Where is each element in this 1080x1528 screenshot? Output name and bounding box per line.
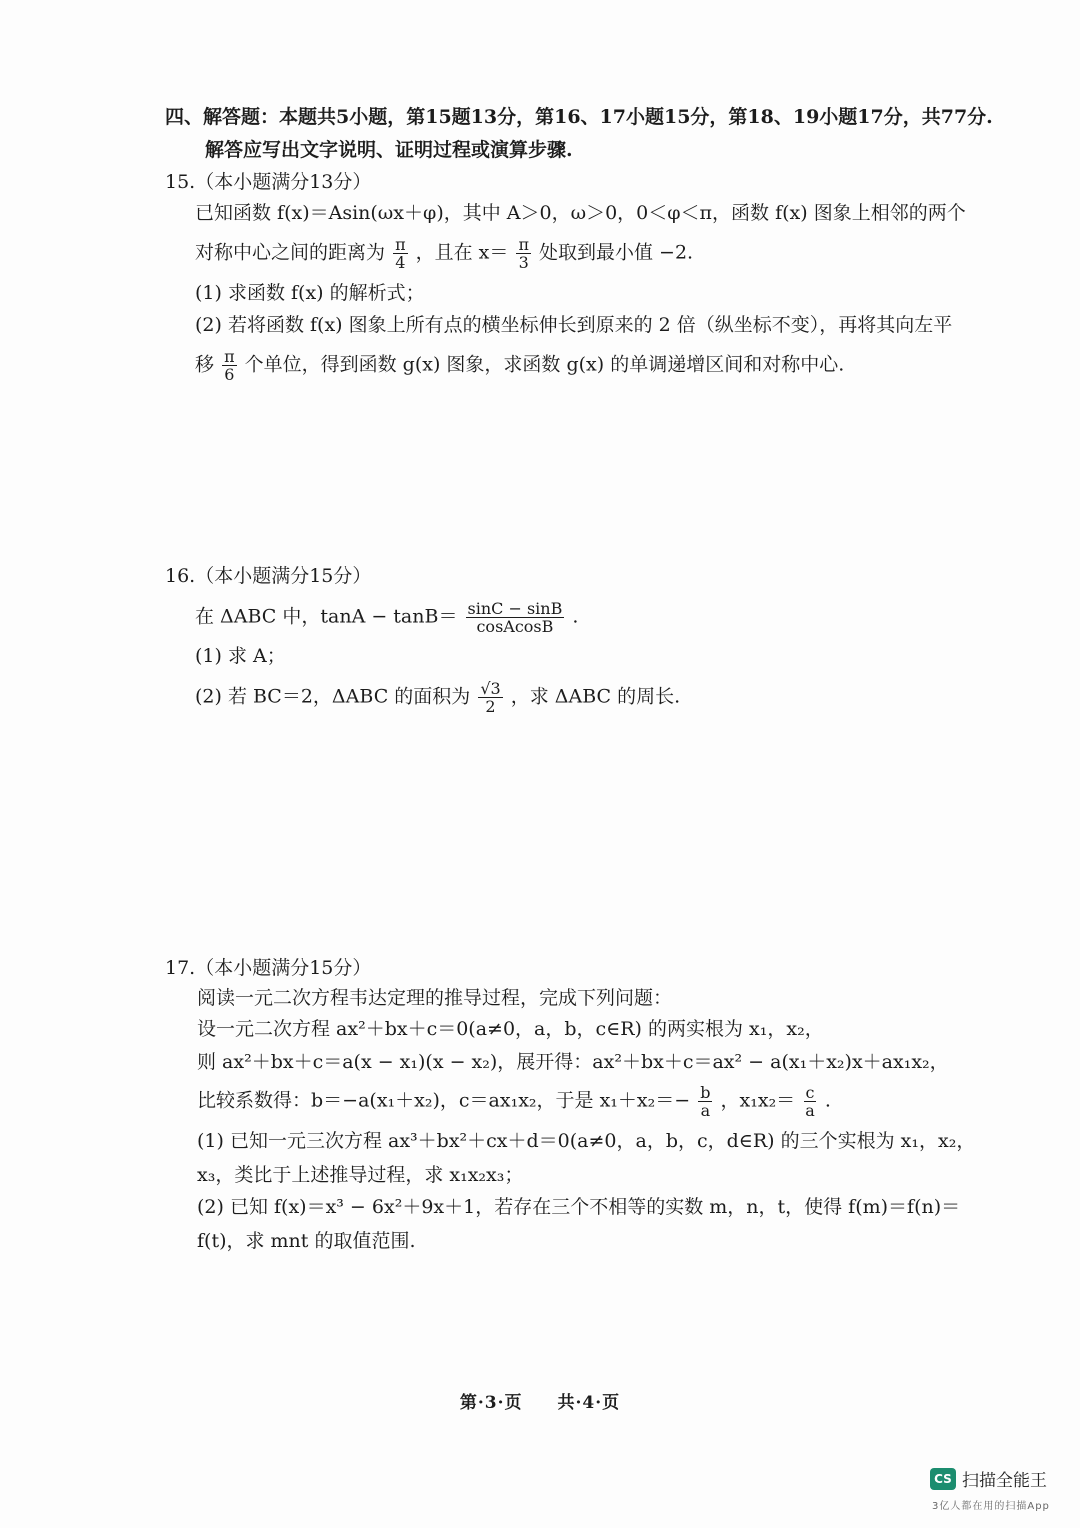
q16-line1 — [195, 600, 578, 635]
q15-line1: 已知函数 f(x)＝Asin(ωx＋φ)，其中 A＞0，ω＞0，0＜φ＜π，函数 f(x) 图象上相邻的两个 — [195, 202, 966, 224]
q15-part2-line1: (2) 若将函数 f(x) 图象上所有点的横坐标伸长到原来的 2 倍（纵坐标不变），再将其向左平 — [195, 314, 953, 336]
q17-line4 — [197, 1084, 831, 1119]
q16-part2-a: (2) 若 BC＝2，ΔABC 的面积为 — [195, 685, 471, 708]
q16-frac-num: sinC − sinB — [467, 599, 563, 618]
q15-part1: (1) 求函数 f(x) 的解析式； — [195, 282, 425, 304]
q16-header: 16.（本小题满分15分） — [165, 565, 372, 587]
q17-part2-line1: (2) 已知 f(x)＝x³ − 6x²＋9x＋1，若存在三个不相等的实数 m，n，t，使得 f(m)＝f(n)＝ — [197, 1196, 961, 1218]
q16-part1: (1) 求 A； — [195, 645, 286, 667]
q16-line1-a: 在 ΔABC 中，tanA − tanB＝ — [195, 605, 458, 628]
q15-frac1-num: π — [395, 235, 406, 254]
q17-line4-a: 比较系数得：b＝−a(x₁＋x₂)，c＝ax₁x₂，于是 x₁＋x₂＝− — [197, 1089, 691, 1112]
watermark-name: 扫描全能王 — [962, 1471, 1047, 1491]
q17-frac1-den: a — [700, 1101, 711, 1120]
q15-part2-line2 — [195, 348, 844, 383]
q16-frac-den: cosAcosB — [476, 617, 554, 636]
q17-line4-b: ，x₁x₂＝ — [720, 1089, 796, 1112]
section-subtitle: 解答应写出文字说明、证明过程或演算步骤. — [205, 139, 573, 161]
q15-frac1-den: 4 — [395, 253, 406, 272]
q17-frac2-den: a — [805, 1101, 815, 1120]
q17-part1-line1: (1) 已知一元三次方程 ax³＋bx²＋cx＋d＝0(a≠0，a，b，c，d∈R) 的三个实根为 x₁，x₂， — [197, 1130, 976, 1152]
watermark-tagline: 3亿人都在用的扫描App — [932, 1501, 1050, 1512]
q16-part2 — [195, 680, 680, 715]
q17-line3: 则 ax²＋bx＋c＝a(x − x₁)(x − x₂)，展开得：ax²＋bx＋c＝ax² − a(x₁＋x₂)x＋ax₁x₂， — [197, 1051, 949, 1073]
q15-frac3-den: 6 — [224, 365, 235, 384]
q15-frac-pi-4 — [393, 236, 408, 271]
page-footer — [0, 1388, 1080, 1413]
q15-header: 15.（本小题满分13分） — [165, 171, 372, 193]
q17-part1-line2: x₃，类比于上述推导过程，求 x₁x₂x₃； — [197, 1164, 524, 1186]
q17-part2-line2: f(t)，求 mnt 的取值范围. — [197, 1230, 416, 1252]
q15-line2 — [195, 236, 693, 271]
q17-line2: 设一元二次方程 ax²＋bx＋c＝0(a≠0，a，b，c∈R) 的两实根为 x₁，x₂， — [197, 1018, 824, 1040]
q17-header: 17.（本小题满分15分） — [165, 957, 372, 979]
q15-frac-pi-3 — [516, 236, 531, 271]
q17-frac2-num: c — [805, 1083, 815, 1102]
q15-line2-b: ，且在 x＝ — [415, 241, 509, 264]
q16-frac2-den: 2 — [485, 697, 496, 716]
page-number: 第·3·页 — [459, 1393, 523, 1413]
q16-frac-sqrt3-2 — [478, 680, 502, 715]
section-title: 四、解答题：本题共5小题，第15题13分，第16、17小题15分，第18、19小题17分，共77分. — [165, 106, 993, 128]
q16-frac2-num: √3 — [480, 679, 501, 698]
q16-frac-main — [466, 600, 565, 635]
camscanner-logo-icon: CS — [930, 1468, 956, 1490]
q16-part2-b: ，求 ΔABC 的周长. — [510, 685, 681, 708]
q17-line4-c: . — [824, 1089, 831, 1112]
q15-line2-a: 对称中心之间的距离为 — [195, 241, 386, 264]
q17-frac1-num: b — [700, 1083, 711, 1102]
q15-line2-c: 处取到最小值 −2. — [539, 241, 694, 264]
q15-part2-a: 移 — [195, 353, 215, 376]
q15-frac3-num: π — [224, 347, 235, 366]
q17-frac-c-a — [803, 1084, 817, 1119]
page-total: 共·4·页 — [557, 1393, 621, 1413]
q16-line1-b: . — [572, 605, 579, 628]
q15-frac2-den: 3 — [518, 253, 529, 272]
q17-line1: 阅读一元二次方程韦达定理的推导过程，完成下列问题： — [197, 987, 673, 1009]
q15-frac2-num: π — [518, 235, 529, 254]
scanner-watermark — [930, 1466, 1047, 1491]
q15-part2-b: 个单位，得到函数 g(x) 图象，求函数 g(x) 的单调递增区间和对称中心. — [244, 353, 845, 376]
q15-frac-pi-6 — [222, 348, 237, 383]
q17-frac-b-a — [698, 1084, 712, 1119]
